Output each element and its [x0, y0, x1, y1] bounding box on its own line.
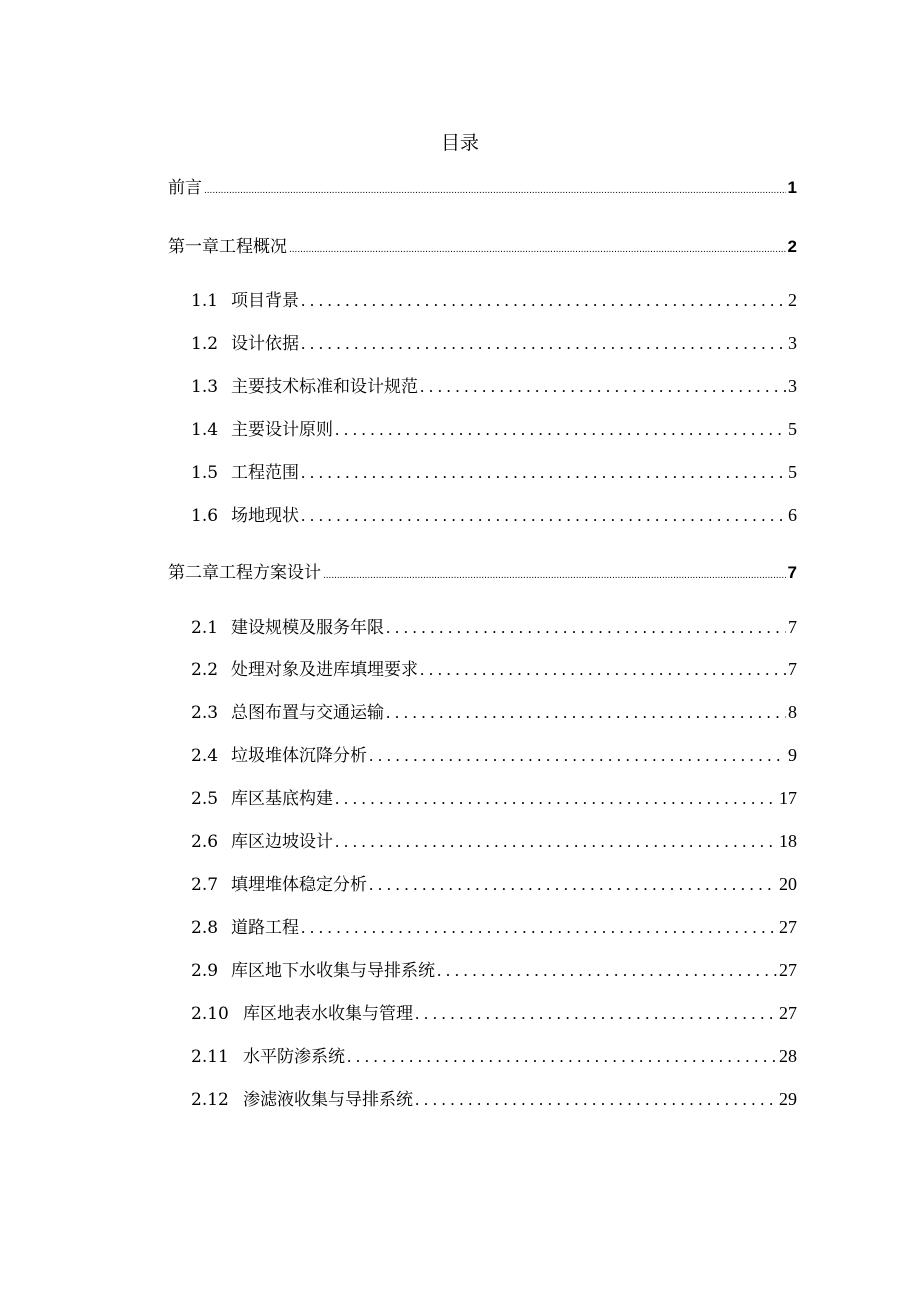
toc-entry-page: 27 — [779, 960, 797, 980]
toc-entry[interactable] — [191, 459, 797, 486]
toc-entry[interactable] — [191, 785, 797, 812]
toc-leader — [301, 288, 786, 314]
toc-entry-page: 3 — [788, 376, 797, 396]
toc-entry-label: 处理对象及进库填埋要求 — [231, 660, 418, 680]
toc-entry-number: 2.2 — [191, 660, 219, 680]
toc-entry-number: 2.10 — [191, 1004, 229, 1024]
toc-entry[interactable] — [191, 656, 797, 683]
toc-entry-label: 水平防渗系统 — [243, 1047, 345, 1067]
toc-entry-page: 17 — [779, 788, 797, 808]
toc-entry-number: 2.11 — [191, 1047, 229, 1067]
toc-entry-number: 2.12 — [191, 1090, 229, 1110]
toc-entry-label: 渗滤液收集与导排系统 — [243, 1090, 413, 1110]
toc-leader — [335, 786, 777, 812]
toc-entry[interactable] — [191, 614, 797, 641]
toc-entry-page: 3 — [788, 333, 797, 353]
toc-entry[interactable] — [191, 1000, 797, 1027]
toc-entry-label: 道路工程 — [231, 918, 299, 938]
toc-leader — [323, 563, 786, 589]
toc-entry-label: 主要设计原则 — [231, 420, 333, 440]
toc-entry-label: 建设规模及服务年限 — [231, 618, 384, 638]
toc-entry-label: 填埋堆体稳定分析 — [231, 875, 367, 895]
toc-entry-number: 2.9 — [191, 961, 219, 981]
toc-entry-page: 27 — [779, 1003, 797, 1023]
toc-entry[interactable] — [191, 416, 797, 443]
toc-entry-page: 9 — [788, 745, 797, 765]
toc-entry-page: 1 — [787, 178, 797, 197]
toc-entry[interactable] — [191, 914, 797, 941]
toc-entry-label: 第二章工程方案设计 — [168, 563, 321, 583]
toc-entry-number: 1.2 — [191, 334, 219, 354]
toc-entry[interactable] — [191, 742, 797, 769]
toc-entry-page: 6 — [788, 505, 797, 525]
toc-leader — [415, 1087, 777, 1113]
toc-entry[interactable] — [168, 234, 797, 263]
toc-entry-number: 1.4 — [191, 420, 219, 440]
toc-entry-page: 5 — [788, 462, 797, 482]
toc-entry-number: 2.5 — [191, 789, 219, 809]
toc-entry-page: 7 — [788, 659, 797, 679]
toc-entry[interactable] — [191, 502, 797, 529]
toc-leader — [335, 829, 777, 855]
toc-leader — [420, 374, 786, 400]
toc-entry-number: 1.3 — [191, 377, 219, 397]
toc-entry-label: 设计依据 — [231, 334, 299, 354]
toc-entry-label: 主要技术标准和设计规范 — [231, 377, 418, 397]
toc-entry-label: 场地现状 — [231, 506, 299, 526]
toc-entry[interactable] — [168, 175, 797, 204]
toc-entry[interactable] — [191, 330, 797, 357]
toc-entry-number: 2.1 — [191, 618, 219, 638]
toc-entry-page: 7 — [788, 617, 797, 637]
toc-entry-page: 8 — [788, 702, 797, 722]
toc-entry-label: 工程范围 — [231, 463, 299, 483]
toc-leader — [386, 615, 786, 641]
toc-entry[interactable] — [191, 373, 797, 400]
toc-entry-number: 1.1 — [191, 291, 219, 311]
toc-entry[interactable] — [191, 828, 797, 855]
toc-entry[interactable] — [191, 957, 797, 984]
toc-title: 目录 — [440, 132, 479, 154]
toc-entry[interactable] — [191, 699, 797, 726]
toc-entry-label: 总图布置与交通运输 — [231, 703, 384, 723]
toc-entry-page: 2 — [788, 290, 797, 310]
toc-leader — [289, 237, 786, 263]
toc-entry-label: 库区地下水收集与导排系统 — [231, 961, 435, 981]
toc-entry[interactable] — [191, 1086, 797, 1113]
toc-entry-label: 第一章工程概况 — [168, 237, 287, 257]
toc-entry-number: 1.5 — [191, 463, 219, 483]
toc-entry-label: 库区边坡设计 — [231, 832, 333, 852]
toc-entry[interactable] — [191, 871, 797, 898]
toc-leader — [415, 1001, 777, 1027]
toc-entry[interactable] — [191, 1043, 797, 1070]
toc-entry-page: 28 — [779, 1046, 797, 1066]
toc-entry-number: 2.8 — [191, 918, 219, 938]
toc-leader — [420, 657, 786, 683]
toc-entry-number: 2.4 — [191, 746, 219, 766]
toc-entry-page: 18 — [779, 831, 797, 851]
toc-leader — [347, 1044, 777, 1070]
toc-leader — [369, 743, 786, 769]
toc-entry-page: 2 — [787, 237, 797, 256]
toc-entry[interactable] — [191, 287, 797, 314]
toc-entry-page: 5 — [788, 419, 797, 439]
toc-entry-label: 垃圾堆体沉降分析 — [231, 746, 367, 766]
toc-entry-label: 项目背景 — [231, 291, 299, 311]
toc-entry-page: 20 — [779, 874, 797, 894]
toc-leader — [301, 460, 786, 486]
toc-entry-number: 1.6 — [191, 506, 219, 526]
toc-entry[interactable] — [168, 560, 797, 589]
toc-entry-label: 库区地表水收集与管理 — [243, 1004, 413, 1024]
toc-entry-page: 7 — [787, 563, 797, 582]
toc-entry-page: 27 — [779, 917, 797, 937]
toc-entry-label: 库区基底构建 — [231, 789, 333, 809]
toc-leader — [301, 503, 786, 529]
toc-leader — [437, 958, 777, 984]
toc-entry-label: 前言 — [168, 178, 202, 198]
toc-entry-number: 2.6 — [191, 832, 219, 852]
toc-leader — [386, 700, 786, 726]
toc-leader — [301, 915, 777, 941]
toc-leader — [369, 872, 777, 898]
toc-entry-page: 29 — [779, 1089, 797, 1109]
toc-leader — [204, 178, 786, 204]
toc-entry-number: 2.7 — [191, 875, 219, 895]
toc-entry-number: 2.3 — [191, 703, 219, 723]
toc-leader — [301, 331, 786, 357]
toc-leader — [335, 417, 786, 443]
